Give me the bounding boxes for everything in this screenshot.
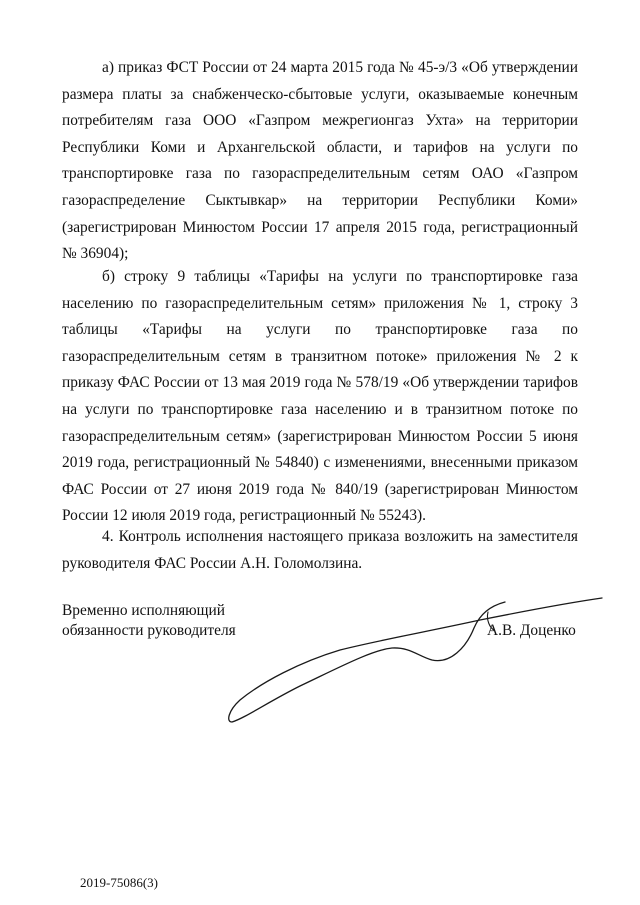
paragraph-4: 4. Контроль исполнения настоящего приказа возложить на заместителя руководителя ФАС России А.Н. Голомолзина.	[62, 528, 578, 572]
signatory-title-line2: обязанности руководителя	[62, 622, 236, 639]
document-number: 2019-75086(3)	[80, 875, 158, 890]
paragraph-a: а) приказ ФСТ России от 24 марта 2015 года № 45-э/3 «Об утверждении размера платы за снабженческо-сбытовые услуги, оказываемые конечным потребителям газа ООО «Газпром межрегионгаз Ухта» на территории Республики Коми и Архангельской области, и тарифов на услуги по транспортировке газа по газораспределительным сетям ОАО «Газпром газораспределение Сыктывкар» на территории Республики Коми» (зарегистрирован Минюстом России 17 апреля 2015 года, регистрационный № 36904);	[62, 59, 578, 263]
signatory-title-line1: Временно исполняющий	[62, 602, 225, 619]
signatory-name: А.В. Доценко	[487, 622, 576, 639]
signatory-title	[62, 601, 236, 641]
paragraph-b: б) строку 9 таблицы «Тарифы на услуги по транспортировке газа населению по газораспределительным сетям» приложения № 1, строку 3 таблицы «Тарифы на услуги по транспортировке газа по газораспределительным сетям в транзитном потоке» приложения № 2 к приказу ФАС России от 13 мая 2019 года № 578/19 «Об утверждении тарифов на услуги по транспортировке газа населению и в транзитном потоке по газораспределительным сетям» (зарегистрирован Минюстом России 5 июня 2019 года, регистрационный № 54840) с изменениями, внесенными приказом ФАС России от 27 июня 2019 года № 840/19 (зарегистрирован Минюстом России 12 июля 2019 года, регистрационный № 55243).	[62, 268, 578, 525]
